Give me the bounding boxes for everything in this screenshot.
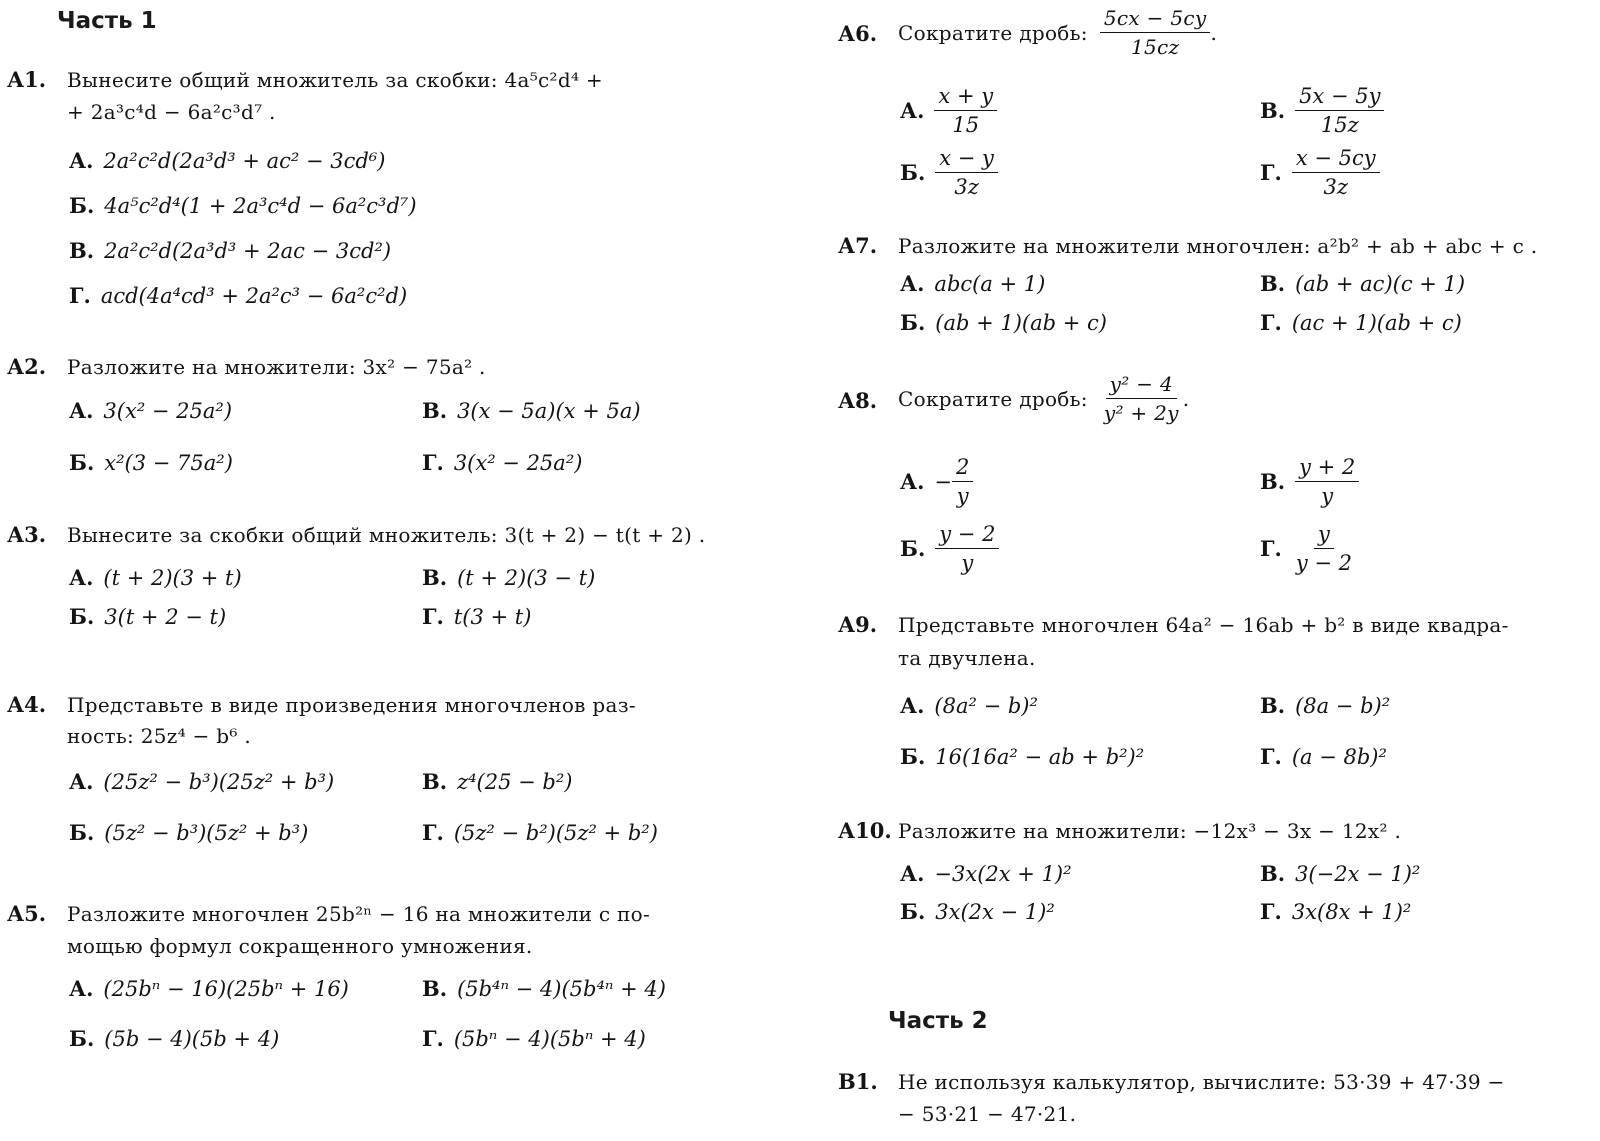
question-number: А9. xyxy=(838,612,878,637)
question-a8 xyxy=(838,370,1558,590)
answer-option[interactable]: В. $\frac{5x - 5y}{15z}$ xyxy=(1260,82,1384,139)
question-text: Разложите на множители многочлен: a²b² + ab + abc + c . xyxy=(898,234,1538,258)
question-text: Вынесите общий множитель за скобки: 4a⁵c²d⁴ + xyxy=(67,68,603,92)
answer-option[interactable]: Г. acd(4a⁴cd³ + 2a²c³ − 6a²c²d) xyxy=(69,283,408,308)
answer-option[interactable]: А. (25bⁿ − 16)(25bⁿ + 16) xyxy=(69,976,349,1001)
answer-option[interactable]: В. (ab + ac)(c + 1) xyxy=(1260,271,1466,296)
answer-option[interactable]: Г. 3(x² − 25a²) xyxy=(422,450,583,475)
answer-option[interactable]: Б. 3(t + 2 − t) xyxy=(69,604,227,629)
answer-option[interactable]: В. z⁴(25 − b²) xyxy=(422,769,573,794)
question-number: А6. xyxy=(838,21,878,46)
question-number: А4. xyxy=(7,692,47,717)
question-text: Сократите дробь: xyxy=(898,20,1088,45)
question-number: А7. xyxy=(838,233,878,258)
answer-option[interactable]: Б. 4a⁵c²d⁴(1 + 2a³c⁴d − 6a²c³d⁷) xyxy=(69,193,417,218)
question-a10 xyxy=(838,815,1558,935)
question-a3 xyxy=(7,519,717,639)
answer-option[interactable]: Г. (a − 8b)² xyxy=(1260,744,1387,769)
question-text: Разложите на множители: −12x³ − 3x − 12x² . xyxy=(898,819,1402,843)
question-number: А5. xyxy=(7,901,47,926)
question-text-cont: + 2a³c⁴d − 6a²c³d⁷ . xyxy=(67,100,276,124)
answer-option[interactable]: Б. (5z² − b³)(5z² + b³) xyxy=(69,820,309,845)
question-a9 xyxy=(838,609,1558,789)
question-text-cont: та двучлена. xyxy=(898,646,1036,670)
question-number: А3. xyxy=(7,522,47,547)
answer-option[interactable]: Б. 3x(2x − 1)² xyxy=(900,899,1055,924)
answer-option[interactable]: А. (8a² − b)² xyxy=(900,693,1038,718)
answer-option[interactable]: А. (t + 2)(3 + t) xyxy=(69,565,242,590)
answer-option[interactable]: В. (8a − b)² xyxy=(1260,693,1391,718)
fraction: $\frac{5cx - 5cy}{15cz}$ xyxy=(1100,4,1211,61)
question-text: Разложите многочлен 25b²ⁿ − 16 на множители с по- xyxy=(67,902,651,926)
answer-option[interactable]: Г. 3x(8x + 1)² xyxy=(1260,899,1412,924)
answer-option[interactable]: Г. $\frac{y}{y - 2}$ xyxy=(1260,522,1352,575)
question-text: Не используя калькулятор, вычислите: 53·39 + 47·39 − xyxy=(898,1070,1505,1094)
answer-option[interactable]: В. 2a²c²d(2a³d³ + 2ac − 3cd²) xyxy=(69,238,392,263)
answer-option[interactable]: Б. $\frac{y - 2}{y}$ xyxy=(900,520,999,577)
answer-option[interactable]: А. abc(a + 1) xyxy=(900,271,1046,296)
question-text: Представьте многочлен 64a² − 16ab + b² в виде квадра- xyxy=(898,613,1509,637)
question-number: А8. xyxy=(838,388,878,413)
question-number: А1. xyxy=(7,67,47,92)
answer-option[interactable]: Г. $\frac{x - 5cy}{3z}$ xyxy=(1260,144,1380,201)
answer-option[interactable]: Б. (ab + 1)(ab + c) xyxy=(900,310,1107,335)
question-text: Сократите дробь: xyxy=(898,386,1088,411)
question-a2 xyxy=(7,351,717,491)
question-a4 xyxy=(7,689,717,864)
question-text-cont: мощью формул сокращенного умножения. xyxy=(67,934,533,958)
answer-option[interactable]: Б. $\frac{x - y}{3z}$ xyxy=(900,144,998,201)
answer-option[interactable]: Б. (5b − 4)(5b + 4) xyxy=(69,1026,280,1051)
part2-title: Часть 2 xyxy=(888,1008,988,1034)
question-number: В1. xyxy=(838,1069,878,1094)
answer-option[interactable]: Г. (5bⁿ − 4)(5bⁿ + 4) xyxy=(422,1026,646,1051)
answer-option[interactable]: Г. (5z² − b²)(5z² + b²) xyxy=(422,820,658,845)
question-text-row: Сократите дробь: $\frac{\text{y² − 4}}{\text{y² + 2y}}$ . xyxy=(898,372,1190,425)
answer-option[interactable]: Г. t(3 + t) xyxy=(422,604,532,629)
question-text-cont: − 53·21 − 47·21. xyxy=(898,1102,1077,1126)
answer-option[interactable]: А. −3x(2x + 1)² xyxy=(900,861,1072,886)
answer-option[interactable]: А. 3(x² − 25a²) xyxy=(69,398,233,423)
question-a5 xyxy=(7,898,717,1068)
question-text: Представьте в виде произведения многочленов раз- xyxy=(67,693,636,717)
answer-option[interactable]: Б. 16(16a² − ab + b²)² xyxy=(900,744,1145,769)
question-number: А10. xyxy=(838,818,892,843)
answer-option[interactable]: А. (25z² − b³)(25z² + b³) xyxy=(69,769,335,794)
question-b1 xyxy=(838,1066,1558,1136)
answer-option[interactable]: Б. x²(3 − 75a²) xyxy=(69,450,233,475)
question-a6 xyxy=(838,4,1558,204)
answer-option[interactable]: В. 3(x − 5a)(x + 5a) xyxy=(422,398,641,423)
question-text-cont: ность: 25z⁴ − b⁶ . xyxy=(67,724,252,748)
question-text: Разложите на множители: 3x² − 75a² . xyxy=(67,355,486,379)
question-text-row: Сократите дробь: $\frac{5cx - 5cy}{15cz}$ . xyxy=(898,6,1218,59)
answer-option[interactable]: В. $\frac{y + 2}{y}$ xyxy=(1260,453,1359,510)
answer-option[interactable]: В. 3(−2x − 1)² xyxy=(1260,861,1421,886)
answer-option[interactable]: А. $\frac{x + y}{15}$ xyxy=(900,82,997,139)
answer-option[interactable]: В. (t + 2)(3 − t) xyxy=(422,565,596,590)
part1-title: Часть 1 xyxy=(57,8,157,34)
fraction: $\frac{\text{y² − 4}}{\text{y² + 2y}}$ xyxy=(1103,372,1179,425)
question-a1 xyxy=(7,64,717,324)
question-a7 xyxy=(838,230,1558,350)
answer-option[interactable]: Г. (ac + 1)(ab + c) xyxy=(1260,310,1462,335)
question-number: А2. xyxy=(7,354,47,379)
answer-option[interactable]: А. 2a²c²d(2a³d³ + ac² − 3cd⁶) xyxy=(69,148,386,173)
question-text: Вынесите за скобки общий множитель: 3(t + 2) − t(t + 2) . xyxy=(67,523,706,547)
answer-option[interactable]: А. − $\frac{2}{y}$ xyxy=(900,453,973,510)
answer-option[interactable]: В. (5b⁴ⁿ − 4)(5b⁴ⁿ + 4) xyxy=(422,976,666,1001)
